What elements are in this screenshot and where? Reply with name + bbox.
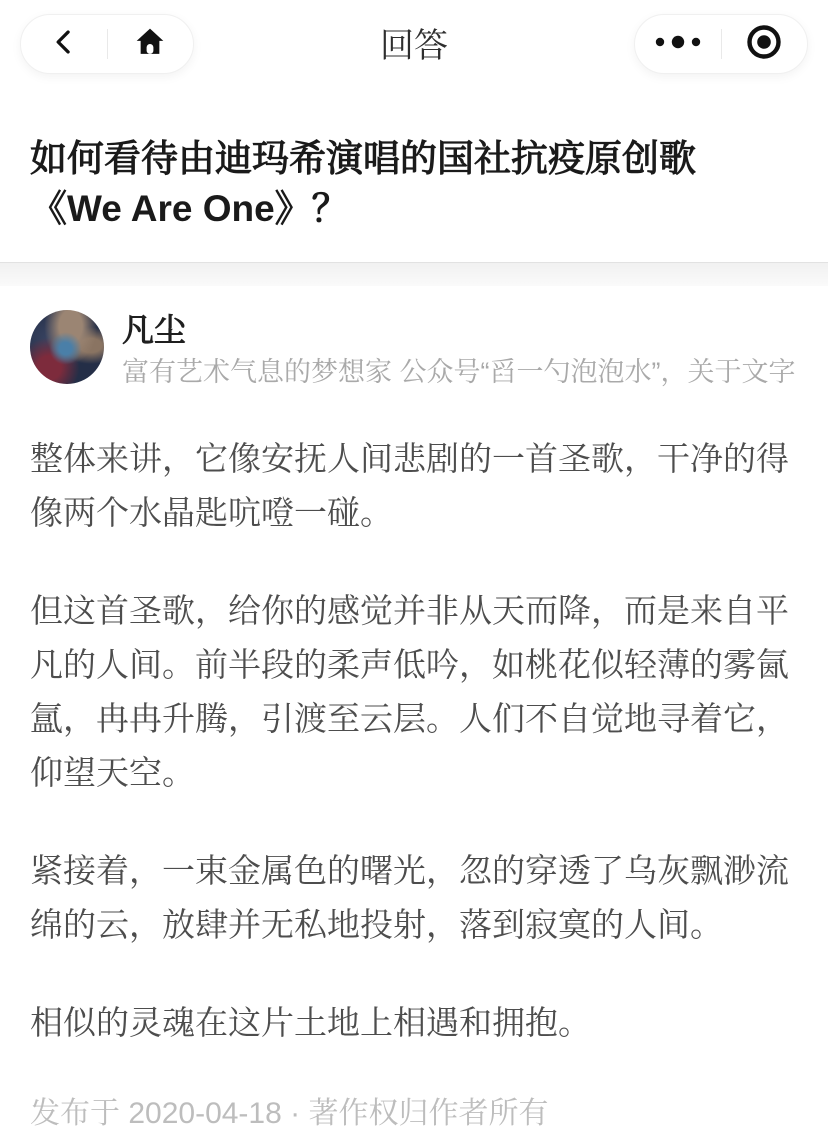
circle-dot-icon <box>744 22 784 67</box>
nav-capsule-right <box>634 14 808 74</box>
home-button[interactable] <box>108 15 194 73</box>
ellipsis-icon <box>652 32 704 57</box>
author-info <box>122 310 795 388</box>
author-avatar[interactable] <box>30 310 104 384</box>
top-bar <box>0 0 828 96</box>
author-bio: 富有艺术气息的梦想家 公众号“舀一勺泡泡水”，关于文字 <box>122 357 796 387</box>
answer-paragraph: 但这首圣歌，给你的感觉并非从天而降，而是来自平凡的人间。前半段的柔声低吟，如桃花似轻薄的雾氤氲，冉冉升腾，引渡至云层。人们不自觉地寻着它，仰望天空。 <box>30 592 789 791</box>
answer-paragraph: 相似的灵魂在这片土地上相遇和拥抱。 <box>30 1004 591 1041</box>
nav-capsule-left <box>20 14 194 74</box>
back-button[interactable] <box>21 15 107 73</box>
question-title-line2: 《We Are One》？ <box>30 188 349 229</box>
question-title-line1: 如何看待由迪玛希演唱的国社抗疫原创歌 <box>30 138 696 179</box>
page-title: 回答 <box>380 27 448 65</box>
answer-paragraph: 紧接着，一束金属色的曙光，忽的穿透了乌灰飘渺流绵的云，放肆并无私地投射，落到寂寞的人间。 <box>30 852 789 943</box>
question-title <box>30 134 798 234</box>
author-row <box>0 286 828 388</box>
answer-paragraph: 整体来讲，它像安抚人间悲剧的一首圣歌，干净的得像两个水晶匙吭噔一碰。 <box>30 440 789 531</box>
author-name[interactable]: 凡尘 <box>122 312 187 348</box>
section-divider <box>0 262 828 286</box>
chevron-left-icon <box>50 26 78 63</box>
home-icon <box>133 25 167 64</box>
more-button[interactable] <box>635 15 721 73</box>
publish-info: 发布于 2020-04-18 · 著作权归作者所有 <box>30 1097 549 1130</box>
exit-button[interactable] <box>722 15 808 73</box>
answer-body <box>0 432 828 1050</box>
